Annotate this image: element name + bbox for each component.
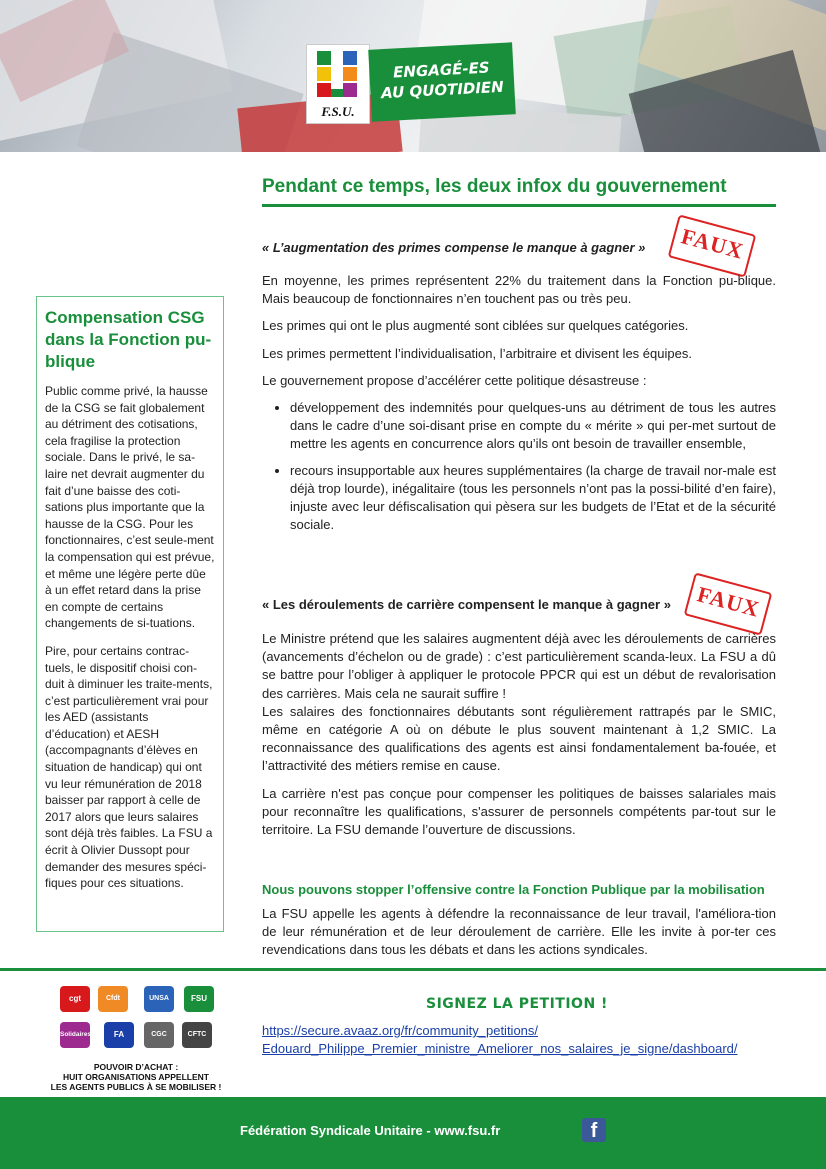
section-carriere: [262, 630, 776, 848]
union-logos: [50, 980, 226, 1092]
fa-logo-icon: FA: [104, 1022, 134, 1048]
paragraph: Les primes permettent l’individualisation, l’arbitraire et divisent les équipes.: [262, 345, 692, 361]
main-column: [262, 176, 776, 207]
paragraph: Le gouvernement propose d’accélérer cette politique désastreuse :: [262, 372, 647, 388]
main-title: Pendant ce temps, les deux infox du gouvernement: [262, 176, 776, 207]
paragraph: Les primes qui ont le plus augmenté sont ciblées sur quelques catégories.: [262, 318, 689, 334]
cfdt-logo-icon: Cfdt: [98, 986, 128, 1012]
section-mobilisation: [262, 882, 776, 969]
paragraph: En moyenne, les primes représentent 22% du traitement dans la Fonction pu-blique. Mais beaucoup de fonctionnaires n’en touchent pas ou très peu.: [262, 273, 776, 307]
paragraph: Les salaires des fonctionnaires débutants sont régulièrement rattrapés par le SMIC, même en catégorie A où on débute le plus souvent maintenant à 1,2 SMIC. La reconnaissance des qualifications des agents est ainsi fondamentalement ba-fouée, et l’attractivité des métiers remise en cause.: [262, 703, 776, 774]
section-primes: [262, 272, 776, 543]
fsu-small-logo-icon: FSU: [184, 986, 214, 1012]
faux-stamp-1: FAUX: [668, 214, 757, 277]
paragraph: La carrière n'est pas conçue pour compenser les politiques de baisses salariales mais pour reconnaître les qualifications, s'assurer de personnels compétents par-tout sur le territoire. La FSU demande l’ouverture de discussions.: [262, 785, 776, 838]
footer: [0, 1097, 826, 1169]
faux-stamp-2: FAUX: [684, 572, 773, 635]
fsu-logo: [306, 44, 370, 124]
closing-paragraph: La FSU appelle les agents à défendre la reconnaissance de leur travail, l'améliora-tion de leur rémunération et de leur déroulement de carrière. Elle les invite à por-ter ces revendications dans tous les débats et dans les actions syndicales.: [262, 906, 776, 958]
sidebar-paragraph: Pire, pour certains contrac-tuels, le dispositif choisi con-duit à diminuer les traite-ments, c’est particulièrement vrai pour les AED (assistants d’éducation) et AESH (accompagnants d’élèves en situation de handicap) qui ont vu leur rémunération de 2018 baisser par rapport à celle de 2017 alors que leurs salaires sont déjà très faibles. La FSU a écrit à Olivier Dussopt pour demander des mesures spéci-fiques pour ces situations.: [45, 643, 213, 891]
slogan-box: [368, 42, 516, 121]
solidaires-logo-icon: Solidaires: [60, 1022, 90, 1048]
fsu-u-icon: [313, 49, 363, 101]
unsa-logo-icon: UNSA: [144, 986, 174, 1012]
fsu-logo-text: F.S.U.: [321, 104, 355, 119]
petition-link-line-2[interactable]: Edouard_Philippe_Premier_ministre_Ameliorer_nos_salaires_je_signe/dashboard/: [262, 1041, 738, 1056]
sidebar-paragraph: Public comme privé, la hausse de la CSG se fait globalement au détriment des cotisations, cela fragilise la protection sociale. Dans le privé, le sa-laire net devrait augmenter du fait d’une baisse des coti-sations plus importante que la hausse de la CSG. Pour les fonctionnaires, c’est seule-ment la compensation qui est prévue, et même une légère perte dûe à un effet retard dans la prise en compte de certains changements de si-tuations.: [45, 384, 215, 631]
bullet-item: • développement des indemnités pour quelques-uns au détriment de tous les autres dans le cadre d’une soi-disant prise en compte du « mérite » qui per-met surtout de mettre les agents en concurrence alors qu’ils ont besoin de travailler ensemble,: [290, 399, 776, 454]
mobilisation-subtitle: Nous pouvons stopper l’offensive contre la Fonction Publique par la mobilisation: [262, 882, 765, 897]
cftc-logo-icon: CFTC: [182, 1022, 212, 1048]
quote-primes: [262, 240, 645, 255]
slogan-line-1: ENGAGÉ-ES: [392, 58, 491, 82]
bullet-item: • recours insupportable aux heures supplémentaires (la charge de travail nor-male est déjà trop lourde), inégalitaire (tous les personnels n’ont pas la possi-bilité d’en faire), injuste avec leur défiscalisation qui pèsera sur les budgets de l’Etat et de la sécurité sociale.: [290, 462, 776, 535]
slogan-line-2: AU QUOTIDIEN: [380, 77, 505, 103]
facebook-icon[interactable]: f: [582, 1118, 606, 1142]
quote-primes-text: « L’augmentation des primes compense le manque à gagner »: [262, 240, 646, 255]
petition-link[interactable]: [262, 1022, 738, 1058]
logos-caption: POUVOIR D’ACHAT : HUIT ORGANISATIONS APPELLENT LES AGENTS PUBLICS À SE MOBILISER !: [50, 1062, 222, 1092]
bottom-separator: [0, 968, 826, 971]
sidebar-box: [36, 296, 224, 932]
footer-text[interactable]: Fédération Syndicale Unitaire - www.fsu.fr: [240, 1123, 501, 1138]
sidebar-title: Compensation CSG dans la Fonction pu-blique: [45, 308, 212, 371]
paragraph: Le Ministre prétend que les salaires augmentent déjà avec les déroulements de carrières (avancements d’échelon ou de grade) : c’est particulièrement scanda-leux. La FSU a dû se battre pour l’obliger à appliquer le protocole PPCR qui est un début de revalorisation des carrières. Mais cela ne saurait suffire !: [262, 631, 776, 701]
petition-title: SIGNEZ LA PETITION !: [426, 996, 608, 1012]
petition-link-line-1[interactable]: https://secure.avaaz.org/fr/community_petitions/: [262, 1023, 539, 1038]
cgc-logo-icon: CGC: [144, 1022, 174, 1048]
cgt-logo-icon: cgt: [60, 986, 90, 1012]
quote-carriere: « Les déroulements de carrière compensent le manque à gagner »: [262, 597, 671, 612]
bullet-list: [262, 399, 776, 534]
